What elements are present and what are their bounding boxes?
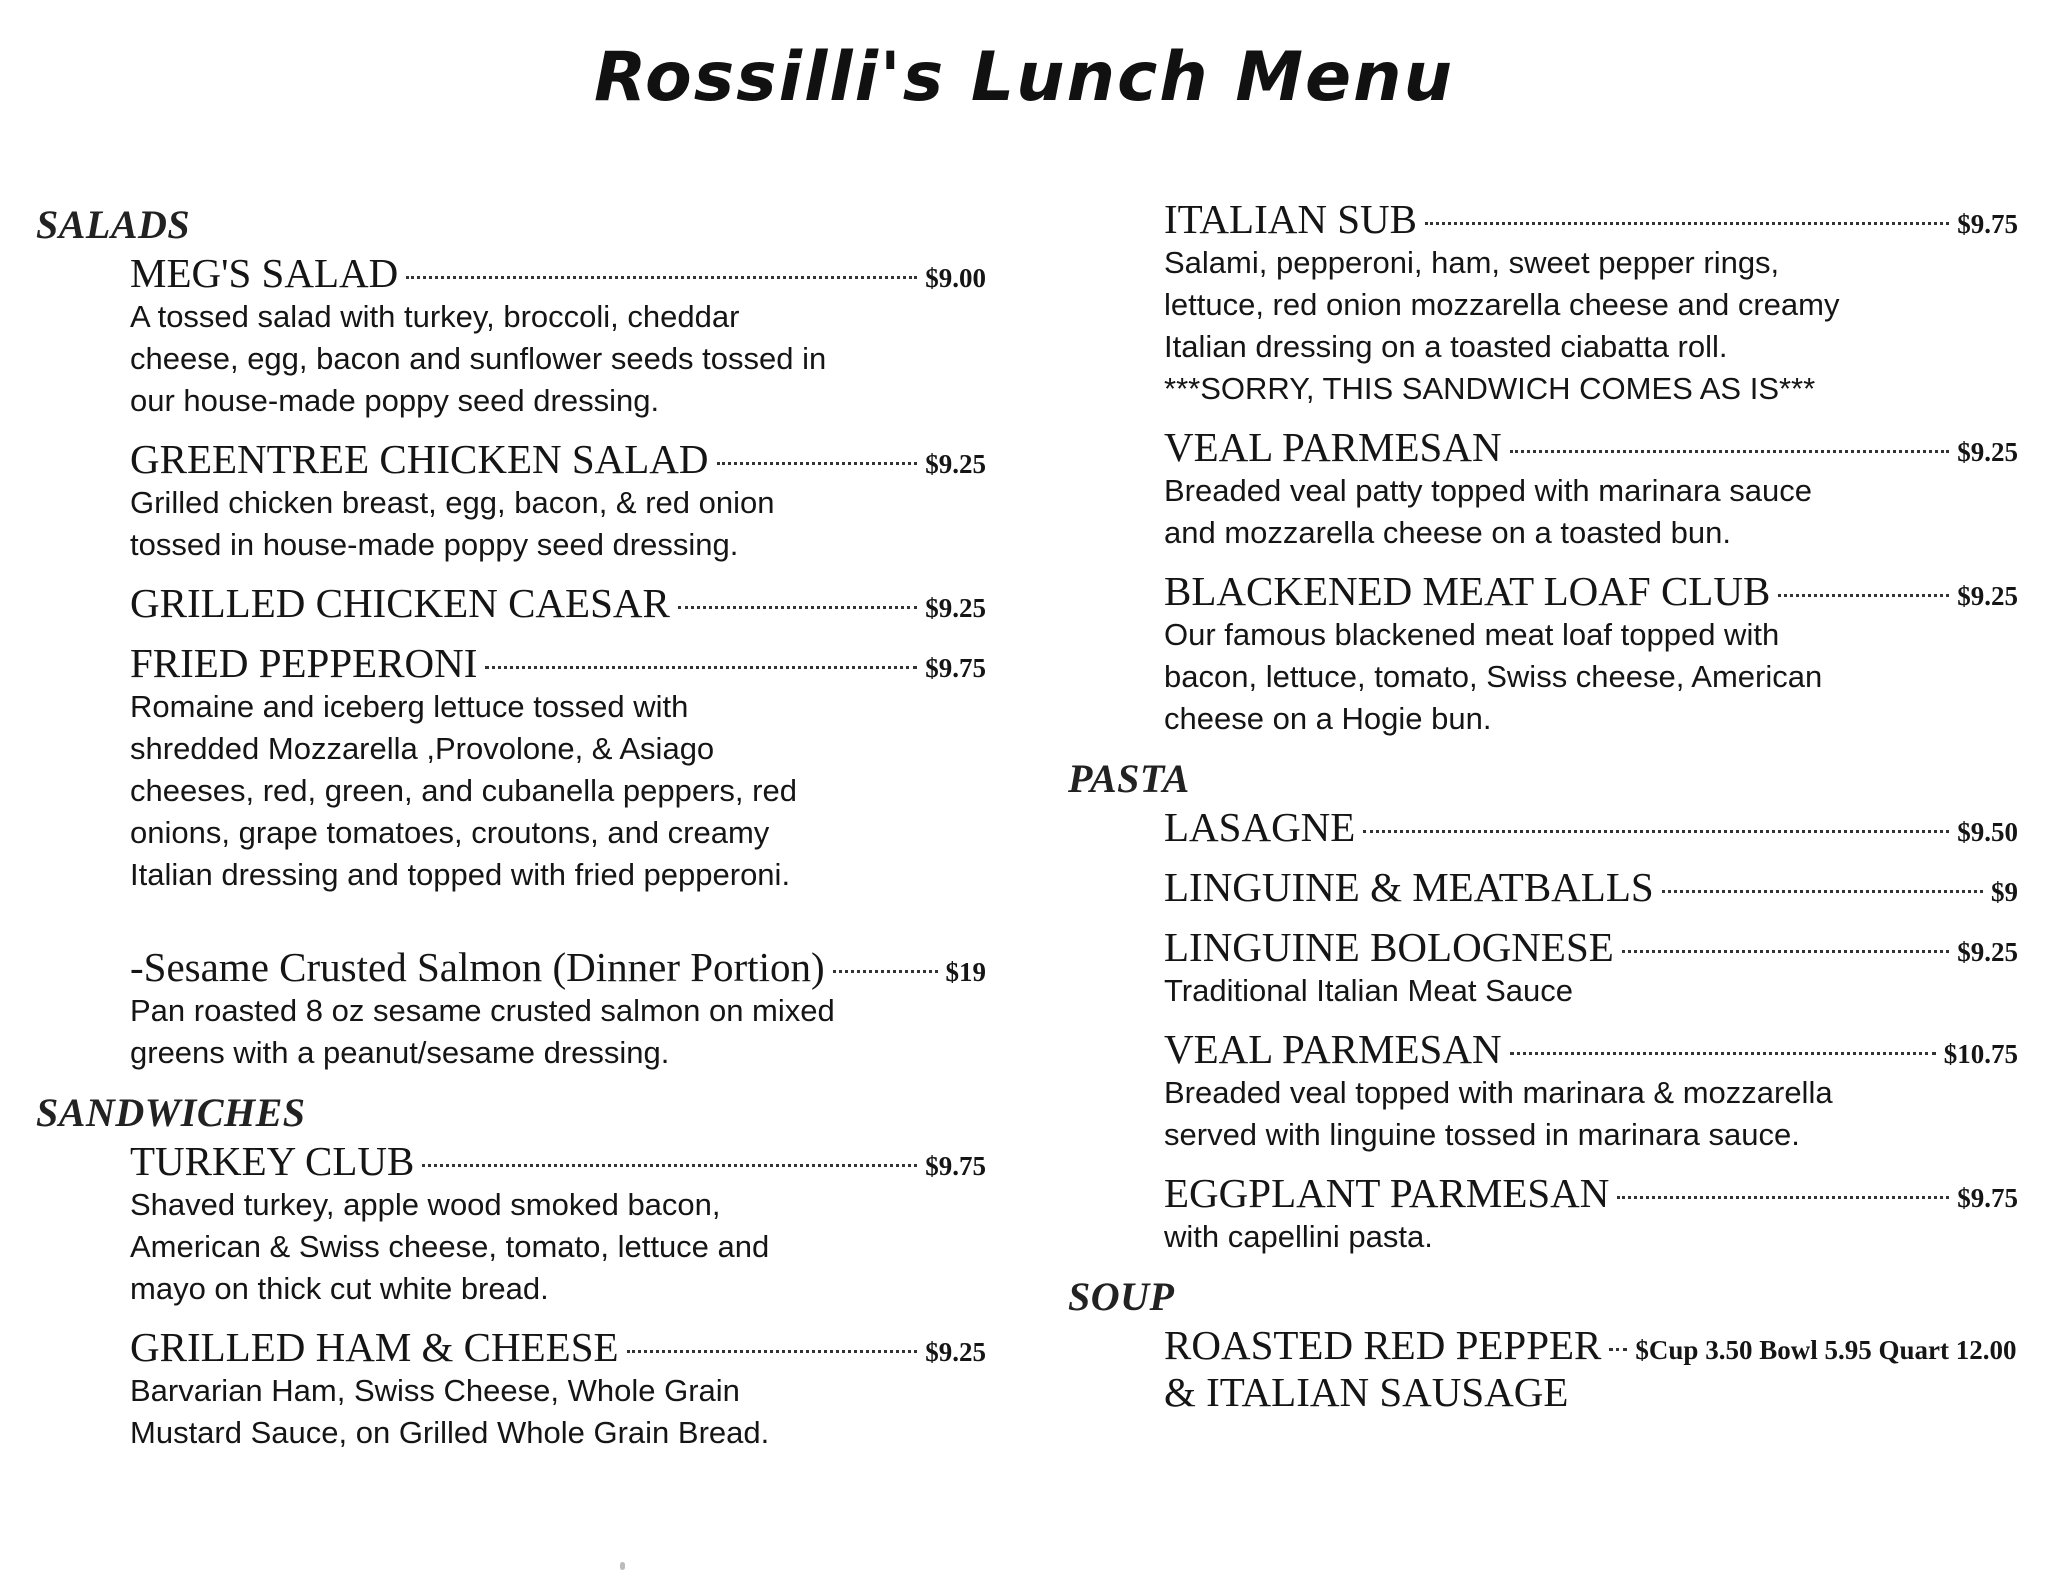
item-price: $9.00 xyxy=(925,263,986,293)
menu-item xyxy=(1070,864,2018,910)
item-description: A tossed salad with turkey, broccoli, cheddar cheese, egg, bacon and sunflower seeds tossed in our house-made poppy seed dressing. xyxy=(130,299,827,418)
item-price: $9.25 xyxy=(925,449,986,479)
item-description: Pan roasted 8 oz sesame crusted salmon on mixed greens with a peanut/sesame dressing. xyxy=(130,993,835,1070)
menu-item xyxy=(36,640,986,896)
item-description: Barvarian Ham, Swiss Cheese, Whole Grain Mustard Sauce, on Grilled Whole Grain Bread. xyxy=(130,1373,770,1450)
item-description: Traditional Italian Meat Sauce xyxy=(1164,973,1573,1008)
right-column xyxy=(1070,196,2018,1430)
item-name: LINGUINE & MEATBALLS xyxy=(1164,864,1654,910)
item-price: $10.75 xyxy=(1943,1039,2018,1069)
dot-leader xyxy=(1510,1052,1936,1055)
item-name: FRIED PEPPERONI xyxy=(130,640,478,686)
section-heading-soup: SOUP xyxy=(1068,1274,1175,1319)
menu-item xyxy=(1070,1322,2018,1416)
item-price: $19 xyxy=(945,957,986,987)
section-heading-pasta: PASTA xyxy=(1068,756,1190,801)
item-price: $9.50 xyxy=(1957,817,2018,847)
dot-leader xyxy=(1662,890,1983,893)
item-description: Romaine and iceberg lettuce tossed with shredded Mozzarella ,Provolone, & Asiago cheeses, red, green, and cubanella peppers, red onions, grape tomatoes, croutons, and creamy Italian dressing and topped with fried pepperoni. xyxy=(130,689,797,892)
scan-speck xyxy=(620,1562,625,1570)
dot-leader xyxy=(485,666,917,669)
dot-leader xyxy=(1425,222,1949,225)
item-price: $9.75 xyxy=(1957,209,2018,239)
item-name: LINGUINE BOLOGNESE xyxy=(1164,924,1614,970)
dot-leader xyxy=(1778,594,1949,597)
section-heading-sandwiches: SANDWICHES xyxy=(36,1090,306,1135)
dot-leader xyxy=(1609,1348,1627,1351)
item-name: VEAL PARMESAN xyxy=(1164,424,1502,470)
menu-item xyxy=(36,250,986,422)
item-name: ITALIAN SUB xyxy=(1164,196,1417,242)
item-name: MEG'S SALAD xyxy=(130,250,399,296)
menu-item xyxy=(36,580,986,626)
item-description: Our famous blackened meat loaf topped with bacon, lettuce, tomato, Swiss cheese, American cheese on a Hogie bun. xyxy=(1164,617,1823,736)
item-price: $9.25 xyxy=(1957,937,2018,967)
menu-item xyxy=(1070,804,2018,850)
item-name: GRILLED CHICKEN CAESAR xyxy=(130,580,670,626)
menu-item xyxy=(36,1138,986,1310)
menu-title: Rossilli's Lunch Menu xyxy=(594,38,1454,117)
item-name: EGGPLANT PARMESAN xyxy=(1164,1170,1610,1216)
item-description: Shaved turkey, apple wood smoked bacon, American & Swiss cheese, tomato, lettuce and mayo on thick cut white bread. xyxy=(130,1187,770,1306)
item-name: TURKEY CLUB xyxy=(130,1138,415,1184)
dot-leader xyxy=(1617,1196,1949,1199)
dot-leader xyxy=(1510,450,1950,453)
menu-item xyxy=(1070,1170,2018,1258)
menu-item xyxy=(36,436,986,566)
menu-item xyxy=(1070,924,2018,1012)
menu-item xyxy=(1070,196,2018,410)
dot-leader xyxy=(406,276,917,279)
dot-leader xyxy=(627,1350,918,1353)
menu-item xyxy=(36,1324,986,1454)
section-heading-salads: SALADS xyxy=(36,202,191,247)
item-price: $9 xyxy=(1991,877,2018,907)
item-name: GREENTREE CHICKEN SALAD xyxy=(130,436,709,482)
dot-leader xyxy=(717,462,918,465)
item-name: LASAGNE xyxy=(1164,804,1356,850)
dot-leader xyxy=(422,1164,917,1167)
item-price: $9.25 xyxy=(925,1337,986,1367)
item-price: $9.75 xyxy=(925,1151,986,1181)
item-description: Grilled chicken breast, egg, bacon, & red onion tossed in house-made poppy seed dressing. xyxy=(130,485,775,562)
item-name: GRILLED HAM & CHEESE xyxy=(130,1324,619,1370)
item-price: $9.75 xyxy=(925,653,986,683)
dot-leader xyxy=(678,606,917,609)
left-column xyxy=(36,200,986,1468)
item-price: $Cup 3.50 Bowl 5.95 Quart 12.00 xyxy=(1635,1335,2017,1365)
item-name: VEAL PARMESAN xyxy=(1164,1026,1502,1072)
item-description: with capellini pasta. xyxy=(1164,1219,1433,1254)
dot-leader xyxy=(833,970,938,973)
item-price: $9.25 xyxy=(1957,437,2018,467)
item-name: -Sesame Crusted Salmon (Dinner Portion) xyxy=(130,944,825,990)
item-description: Breaded veal topped with marinara & mozzarella served with linguine tossed in marinara sauce. xyxy=(1164,1075,1833,1152)
dot-leader xyxy=(1622,950,1949,953)
menu-item xyxy=(1070,1026,2018,1156)
item-description: Breaded veal patty topped with marinara sauce and mozzarella cheese on a toasted bun. xyxy=(1164,473,1812,550)
menu-item xyxy=(1070,568,2018,740)
item-name: ROASTED RED PEPPER xyxy=(1164,1322,1602,1368)
menu-item xyxy=(36,944,986,1074)
item-name: BLACKENED MEAT LOAF CLUB xyxy=(1164,568,1771,614)
item-name-continued: & ITALIAN SAUSAGE xyxy=(1164,1369,1569,1415)
item-price: $9.25 xyxy=(1957,581,2018,611)
dot-leader xyxy=(1363,830,1949,833)
item-description: Salami, pepperoni, ham, sweet pepper rings, lettuce, red onion mozzarella cheese and creamy Italian dressing on a toasted ciabatta roll. ***SORRY, THIS SANDWICH COMES AS IS*** xyxy=(1164,245,1840,406)
item-price: $9.75 xyxy=(1957,1183,2018,1213)
item-price: $9.25 xyxy=(925,593,986,623)
menu-item xyxy=(1070,424,2018,554)
